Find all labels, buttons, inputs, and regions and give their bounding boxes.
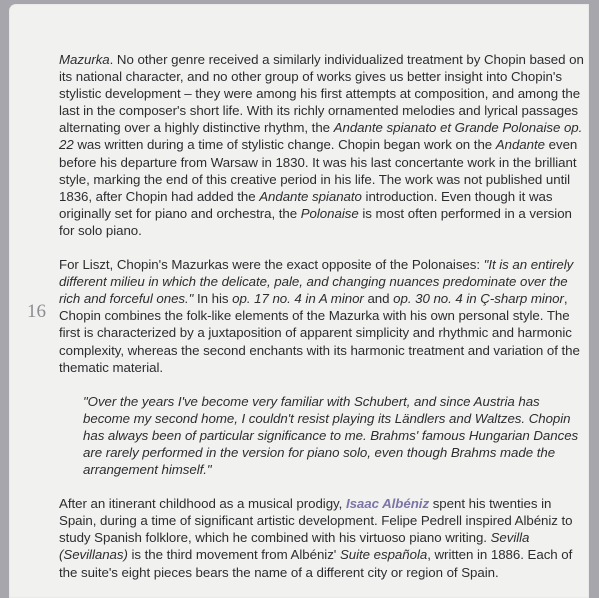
work-title: Sevilla (Sevillanas) [59,530,530,563]
work-title: op. 17 no. 4 in A minor [232,291,364,307]
work-title: Andante [495,137,545,153]
text-span: was written during a time of stylistic change. Chopin began work on the [73,137,496,153]
page-number: 16 [27,301,46,322]
work-title: op. 30 no. 4 in Ç-sharp minor [393,291,564,307]
text-span: is the third movement from Albéniz' [127,547,340,563]
text-span: is most often performed in a version for solo piano. [59,205,572,238]
text-span: spent his twenties in Spain, during a time of significant artistic development. Felipe Pedrell inspired Albéniz to study Spanish folklore, which he combined with his virtuoso piano writing. [59,496,573,546]
text-span: , Chopin combines the folk-like elements of the Mazurka with his own personal style. The first is characterized by a juxtaposition of apparent simplicity and rhythmic and harmonic complexity, whereas the second enchants with its harmonic treatment and variation of the thematic material. [59,291,580,375]
work-title: Suite española [339,547,428,563]
booklet-page [9,4,589,598]
work-title: Andante spianato [259,188,362,204]
paragraph-chopin-polonaise [59,51,587,239]
block-quote: "Over the years I've become very familiar with Schubert, and since Austria has become my second home, I couldn't resist playing its Ländlers and Waltzes. Chopin has always been of particular significance to me. Brahms' famous Hungarian Dances are rarely performed in the version for piano solo, even though Brahms made the arrangement himself." [83,393,579,478]
text-span: For Liszt, Chopin's Mazurkas were the exact opposite of the Polonaises: [59,257,484,273]
text-span: After an itinerant childhood as a musical prodigy, [59,496,346,512]
article-body [59,51,587,598]
work-title: Polonaise [300,205,359,221]
text-span: , written in 1886. Each of the suite's eight pieces bears the name of a different city or region of Spain. [59,547,573,580]
text-span: introduction. Even though it was originally set for piano and orchestra, the [59,188,553,221]
text-span: In his [193,291,233,307]
text-span: Mazurka [59,52,110,67]
text-span: . No other genre received a similarly individualized treatment by Chopin based on its national character, and no other group of works gives us better insight into Chopin's stylistic development – they were among his first attempts at composition, and among the last in the composer's short life. With its richly ornamented melodies and lyrical passages alternating over a highly distinctive rhythm, the [59,52,584,136]
work-title: Andante spianato et Grande Polonaise op. 22 [59,120,583,153]
paragraph-albeniz [59,495,587,580]
text-span: even before his departure from Warsaw in 1830. It was his last concertante work in the brilliant style, marking the end of this creative period in his life. The work was not published until 1836, after Chopin had added the [59,137,578,204]
liszt-quote: "It is an entirely different milieu in which the delicate, pale, and changing nuances predominate over the rich and forceful ones." [59,257,574,307]
paragraph-liszt-mazurkas [59,256,587,376]
composer-name: Isaac Albéniz [345,496,430,512]
text-span: and [363,291,394,307]
